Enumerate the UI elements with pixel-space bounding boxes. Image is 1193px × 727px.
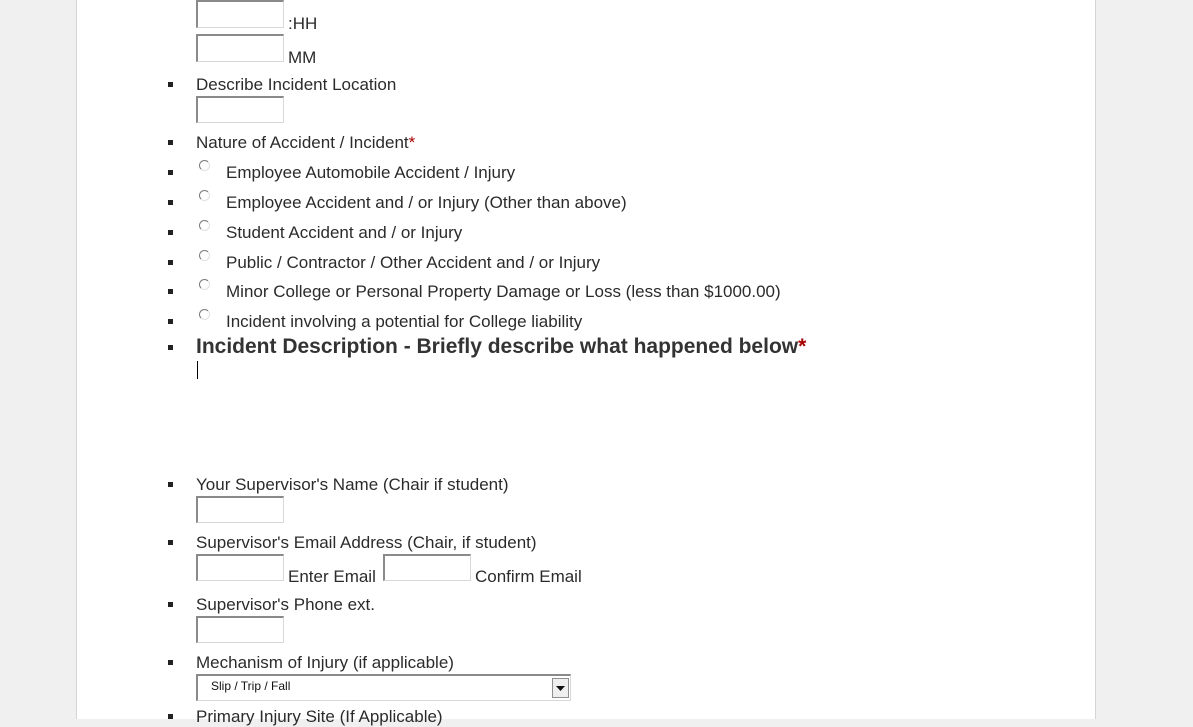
list-bullet <box>168 660 173 665</box>
location-label: Describe Incident Location <box>196 75 397 94</box>
supervisor-email-label: Supervisor's Email Address (Chair, if student) <box>196 533 537 552</box>
supervisor-phone-label: Supervisor's Phone ext. <box>196 595 376 614</box>
list-bullet <box>168 230 173 235</box>
required-mark: * <box>408 133 416 152</box>
supervisor-name-label: Your Supervisor's Name (Chair if student) <box>196 475 509 494</box>
location-input[interactable] <box>196 96 284 123</box>
chevron-down-icon <box>556 686 565 691</box>
radio-public-contractor[interactable] <box>199 250 210 261</box>
list-bullet <box>168 602 173 607</box>
hour-input[interactable] <box>196 0 284 28</box>
list-bullet <box>168 260 173 265</box>
mechanism-label: Mechanism of Injury (if applicable) <box>196 653 454 672</box>
radio-college-liability[interactable] <box>199 309 210 320</box>
option-minor-property: Minor College or Personal Property Damage or Loss (less than $1000.00) <box>226 282 781 301</box>
radio-employee-automobile[interactable] <box>199 160 210 171</box>
list-bullet <box>168 82 173 87</box>
hh-suffix: :HH <box>288 14 318 33</box>
required-mark: * <box>798 335 807 358</box>
minute-input[interactable] <box>196 34 284 62</box>
enter-email-label: Enter Email <box>288 567 376 586</box>
list-bullet <box>168 714 173 719</box>
radio-student-accident[interactable] <box>199 220 210 231</box>
mm-suffix: MM <box>288 48 317 67</box>
description-heading: Incident Description - Briefly describe what happened below* <box>196 335 807 358</box>
option-college-liability: Incident involving a potential for College liability <box>226 312 583 331</box>
list-bullet <box>168 482 173 487</box>
text-caret <box>197 361 198 379</box>
supervisor-phone-input[interactable] <box>196 616 284 643</box>
option-employee-automobile: Employee Automobile Accident / Injury <box>226 163 516 182</box>
list-bullet <box>168 289 173 294</box>
list-bullet <box>168 170 173 175</box>
dropdown-button[interactable] <box>552 678 569 698</box>
option-public-contractor: Public / Contractor / Other Accident and / or Injury <box>226 253 601 272</box>
supervisor-name-input[interactable] <box>196 496 284 523</box>
injury-site-label: Primary Injury Site (If Applicable) <box>196 707 443 726</box>
option-student-accident: Student Accident and / or Injury <box>226 223 463 242</box>
confirm-email-label: Confirm Email <box>475 567 582 586</box>
list-bullet <box>168 140 173 145</box>
mechanism-selected-value: Slip / Trip / Fall <box>211 679 291 693</box>
radio-minor-property[interactable] <box>199 279 210 290</box>
supervisor-email-input[interactable] <box>196 554 284 581</box>
list-bullet <box>168 345 173 350</box>
list-bullet <box>168 540 173 545</box>
description-textarea[interactable] <box>196 358 896 468</box>
confirm-email-input[interactable] <box>383 554 471 581</box>
radio-employee-accident[interactable] <box>199 190 210 201</box>
nature-label: Nature of Accident / Incident* <box>196 133 416 152</box>
mechanism-select[interactable] <box>196 674 571 701</box>
option-employee-accident: Employee Accident and / or Injury (Other than above) <box>226 193 627 212</box>
list-bullet <box>168 200 173 205</box>
list-bullet <box>168 319 173 324</box>
